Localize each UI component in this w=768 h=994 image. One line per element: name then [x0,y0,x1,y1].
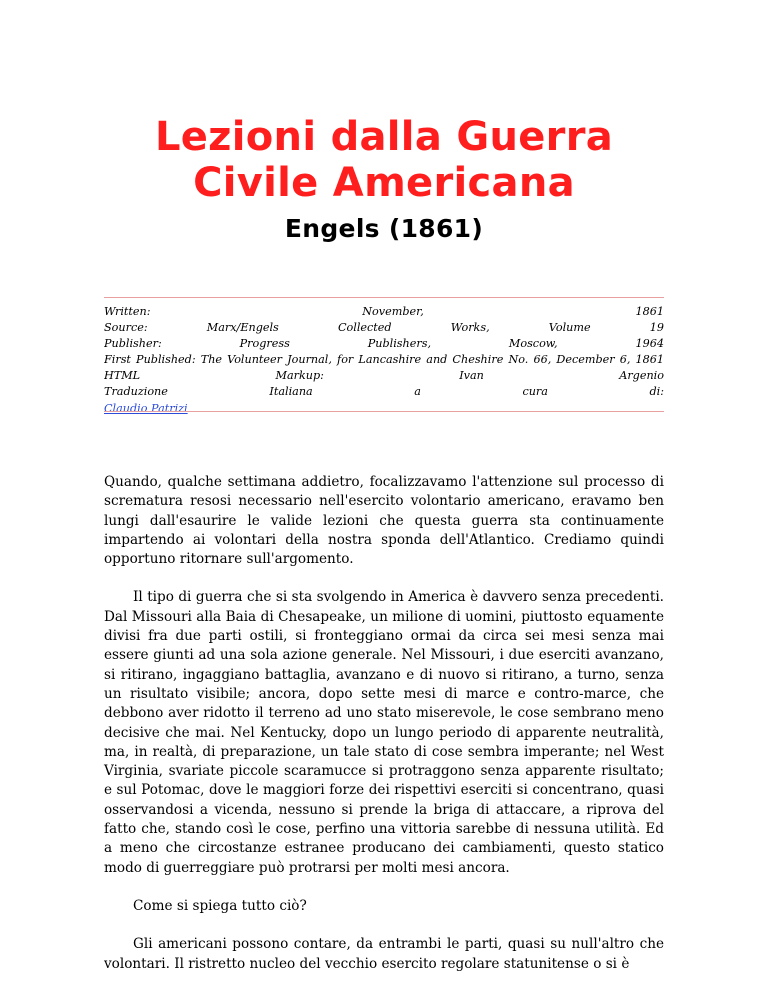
meta-written-label: Written: [104,305,151,318]
meta-trad-w2: a [414,385,421,399]
meta-source-w5: 19 [649,321,664,335]
meta-html-w0: HTML [104,369,141,383]
top-divider [104,297,664,298]
page-title [0,114,768,206]
meta-translator-row [104,401,664,417]
meta-html-w3: Argenio [619,369,664,383]
meta-html-w2: Ivan [459,369,484,383]
meta-trad-w3: cura [522,385,548,399]
bottom-divider [104,411,664,412]
meta-trad-w4: di: [649,385,664,399]
paragraph-3: Come si spiega tutto ciò? [133,897,307,914]
meta-html-w1: Markup: [275,369,324,383]
meta-traduzione [104,384,664,400]
meta-written [104,304,664,320]
paragraph-4: Gli americani possono contare, da entrambi le parti, quasi su null'altro che volontari. Il ristretto nucleo del vecchio esercito regolare statunitense o si è [104,936,664,972]
paragraph-2: Il tipo di guerra che si sta svolgendo in America è davvero senza precedenti. Dal Missouri alla Baia di Chesapeake, un milione di uomini, piuttosto equamente divisi fra due parti ostili, si fronteggiano ormai da circa sei mesi senza mai essere giunti ad una sola azione generale. Nel Missouri, i due eserciti avanzano, si ritirano, ingaggiano battaglia, avanzano e di nuovo si ritirano, a turno, senza un risultato visibile; ancora, dopo sette mesi di marce e contro-marce, che debbono aver ridotto il terreno ad uno stato miserevole, le cose sembrano meno decisive che mai. Nel Kentucky, dopo un lungo periodo di apparente neutralità, ma, in realtà, di preparazione, un tale stato di cose sembra imperante; nel West Virginia, svariate piccole scaramucce si protraggono senza apparente risultato; e sul Potomac, dove le maggiori forze dei rispettivi eserciti si concentrano, quasi osservandosi a vicenda, nessuno si prende la briga di attaccare, a riprova del fatto che, stando così le cose, perfino una vittoria sarebbe di nessuna utilità. Ed a meno che circostanze estranee producano dei cambiamenti, questo statico modo di guerreggiare può protrarsi per molti mesi ancora. [104,589,664,876]
article-body [104,473,664,993]
meta-written-year: 1861 [635,305,664,318]
meta-written-month: November, [362,305,424,318]
meta-source-w1: Marx/Engels [206,321,279,335]
title-line-1: Lezioni dalla Guerra [154,114,614,160]
translator-link[interactable]: Claudio Patrizi [104,401,188,415]
meta-trad-w1: Italiana [269,385,313,399]
paragraph-1: Quando, qualche settimana addietro, focalizzavamo l'attenzione sul processo di scrematura resosi necessario nell'esercito volontario americano, eravamo ben lungi dall'esaurire le valide lezioni che questa guerra sta continuamente impartendo ai volontari della nostra sponda dell'Atlantico. Crediamo quindi opportuno ritornare sull'argomento. [104,474,664,568]
page-subtitle: Engels (1861) [284,214,484,243]
meta-source-w0: Source: [104,321,148,335]
meta-source-w4: Volume [548,321,591,335]
meta-source-w3: Works, [450,321,490,335]
meta-publisher-w2: Publishers, [367,337,431,351]
meta-publisher-w4: 1964 [635,337,664,351]
meta-publisher-w1: Progress [239,337,290,351]
meta-first-published: First Published: The Volunteer Journal, for Lancashire and Cheshire No. 66, December 6, 1861 [104,353,664,367]
meta-source [104,320,664,336]
title-line-2: Civile Americana [193,160,575,206]
meta-html-markup [104,368,664,384]
meta-trad-w0: Traduzione [104,385,168,399]
metadata-block [104,304,664,417]
meta-publisher-w0: Publisher: [104,337,162,351]
meta-source-w2: Collected [337,321,392,335]
meta-publisher [104,336,664,352]
meta-publisher-w3: Moscow, [508,337,558,351]
